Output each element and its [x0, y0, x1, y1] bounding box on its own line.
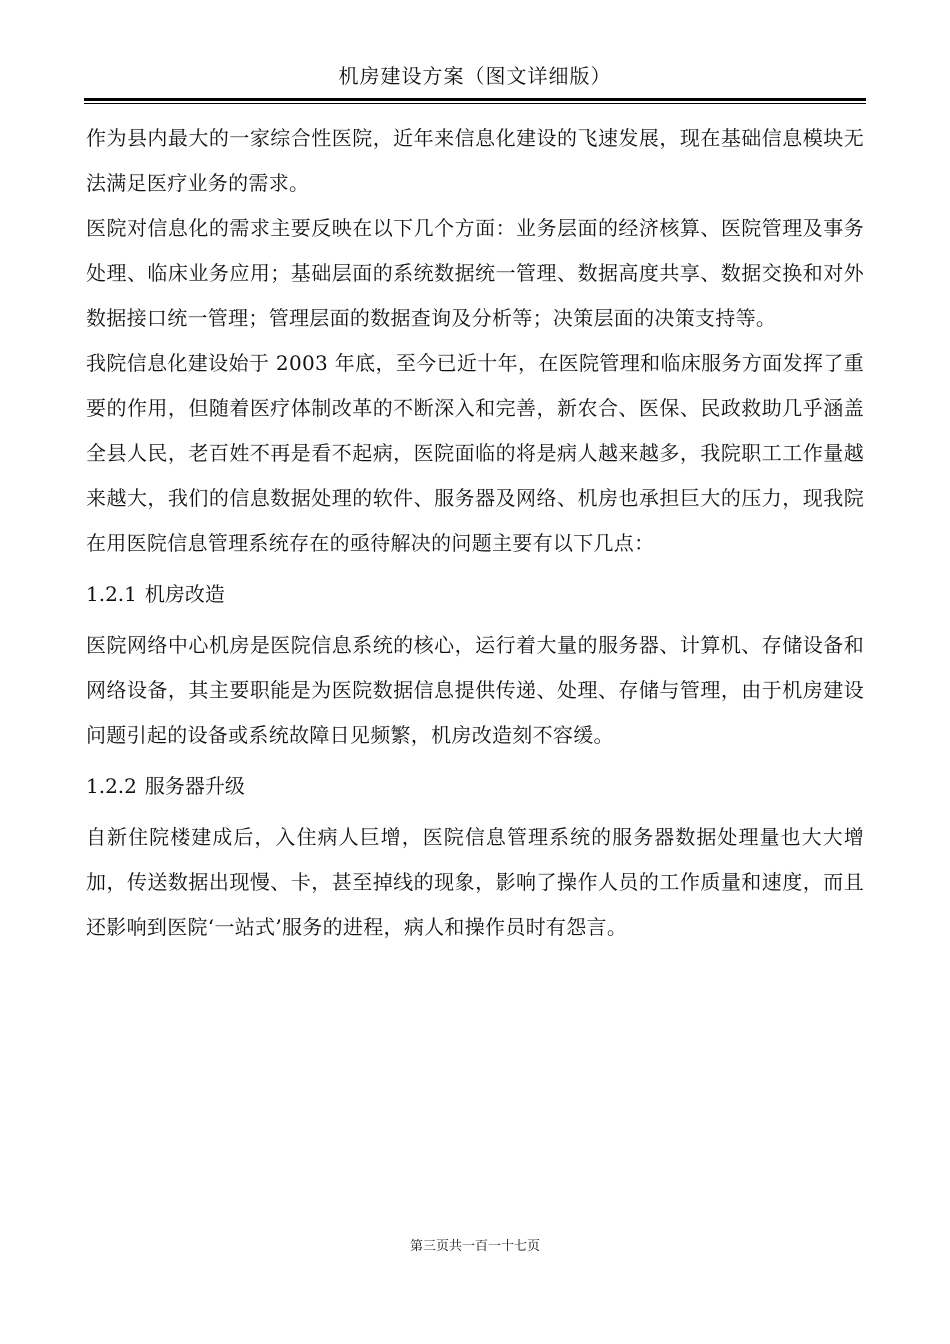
- section-number: 1.2.1: [86, 582, 137, 606]
- paragraph-server-upgrade: 自新住院楼建成后，入住病人巨增，医院信息管理系统的服务器数据处理量也大大增加，传送数据出现慢、卡，甚至掉线的现象，影响了操作人员的工作质量和速度，而且还影响到医院‘一站式’服务的进程，病人和操作员时有怨言。: [86, 825, 864, 939]
- paragraph-room-renovation: 医院网络中心机房是医院信息系统的核心，运行着大量的服务器、计算机、存储设备和网络设备，其主要职能是为医院数据信息提供传递、处理、存储与管理，由于机房建设问题引起的设备或系统故障日见频繁，机房改造刻不容缓。: [86, 633, 864, 747]
- page-header-title: 机房建设方案（图文详细版）: [338, 64, 612, 88]
- paragraph-intro: 作为县内最大的一家综合性医院，近年来信息化建设的飞速发展，现在基础信息模块无法满足医疗业务的需求。: [86, 126, 864, 195]
- paragraph-needs: 医院对信息化的需求主要反映在以下几个方面：业务层面的经济核算、医院管理及事务处理、临床业务应用；基础层面的系统数据统一管理、数据高度共享、数据交换和对外数据接口统一管理；管理层面的数据查询及分析等；决策层面的决策支持等。: [86, 216, 864, 330]
- document-body: [86, 116, 864, 950]
- section-title: 服务器升级: [144, 774, 245, 798]
- section-number: 1.2.2: [86, 774, 137, 798]
- section-title: 机房改造: [144, 582, 225, 606]
- page-number-footer: 第三页共一百一十七页: [409, 1239, 540, 1254]
- paragraph-history: 我院信息化建设始于 2003 年底，至今已近十年，在医院管理和临床服务方面发挥了重要的作用，但随着医疗体制改革的不断深入和完善，新农合、医保、民政救助几乎涵盖全县人民，老百姓不再是看不起病，医院面临的将是病人越来越多，我院职工工作量越来越大，我们的信息数据处理的软件、服务器及网络、机房也承担巨大的压力，现我院在用医院信息管理系统存在的亟待解决的问题主要有以下几点：: [86, 351, 864, 555]
- header-divider-thin: [84, 103, 866, 104]
- section-heading-room-renovation: [86, 572, 864, 617]
- header-divider-thick: [84, 98, 866, 101]
- section-heading-server-upgrade: [86, 764, 864, 809]
